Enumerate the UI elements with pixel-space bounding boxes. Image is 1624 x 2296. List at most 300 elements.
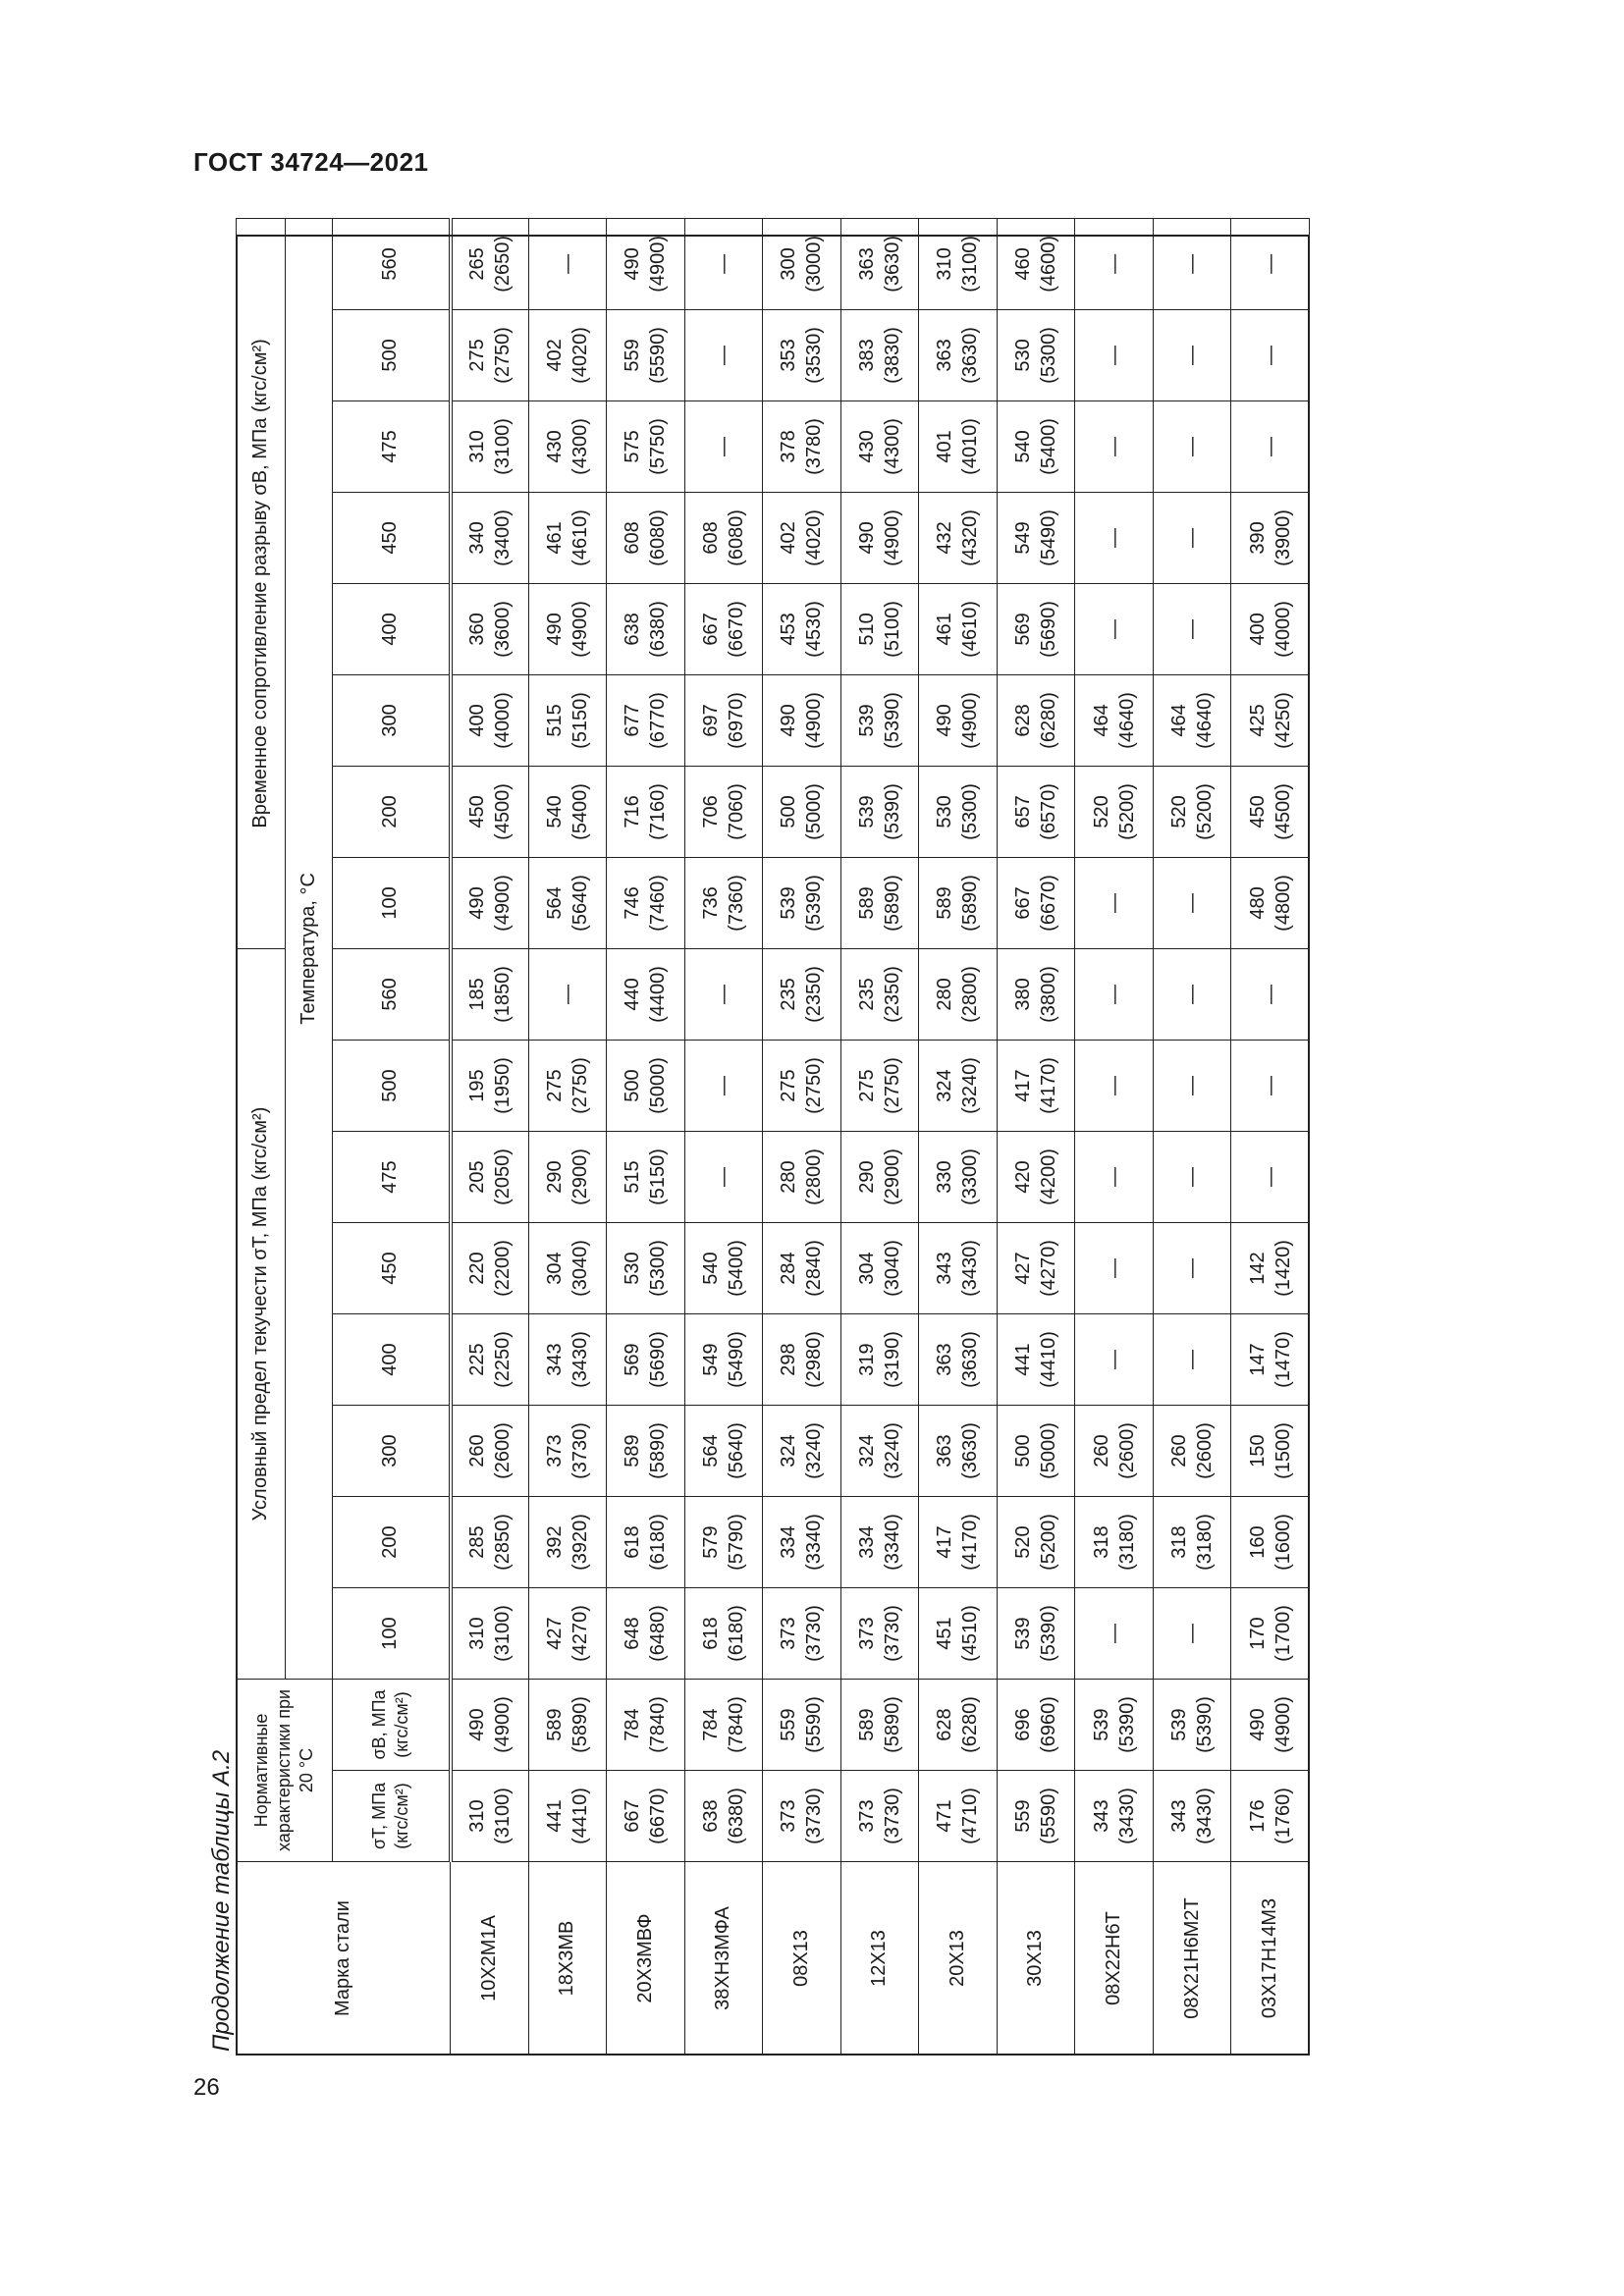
value-kgf: (4000)	[1272, 601, 1294, 658]
value-mpa: 275	[466, 339, 489, 372]
strength-value-cell	[607, 309, 685, 400]
strength-value-cell	[1153, 857, 1231, 948]
value-kgf: (7840)	[725, 1696, 747, 1753]
yield-value-cell	[528, 1132, 607, 1223]
value-kgf: (2750)	[803, 1057, 826, 1114]
strength-value-cell	[1153, 674, 1231, 766]
value-kgf: (3340)	[881, 1514, 903, 1571]
value-kgf: (3900)	[1272, 509, 1294, 566]
value-mpa: —	[1103, 984, 1125, 1004]
yield-value-cell	[763, 1497, 841, 1588]
value-mpa: 453	[778, 613, 800, 646]
yield-value-cell	[997, 1223, 1075, 1314]
value-mpa: 500	[778, 795, 800, 828]
value-kgf: (3180)	[1194, 1514, 1217, 1571]
yield-value-cell	[840, 1132, 919, 1223]
value-mpa: 450	[1246, 795, 1269, 828]
value-kgf: (6280)	[959, 1696, 982, 1753]
value-kgf: (4410)	[568, 1788, 591, 1844]
value-kgf: (5200)	[1037, 1514, 1059, 1571]
yield-value-cell	[763, 1588, 841, 1680]
value-kgf: (5690)	[1037, 601, 1059, 658]
value-kgf: (2900)	[568, 1148, 591, 1205]
strength-value-cell	[840, 583, 919, 674]
yield-value-cell	[684, 948, 763, 1040]
strength-value-cell	[684, 309, 763, 400]
value-mpa: 142	[1246, 1252, 1269, 1285]
yield-value-cell	[528, 1041, 607, 1132]
value-kgf: (4170)	[1037, 1057, 1059, 1114]
table-row	[1075, 218, 1154, 2055]
strength-value-cell	[763, 492, 841, 583]
value-mpa: 363	[934, 1434, 956, 1468]
table-body	[451, 218, 1310, 2055]
value-mpa: 378	[778, 430, 800, 463]
yield-value-cell	[607, 1588, 685, 1680]
value-kgf: (4640)	[1115, 692, 1138, 749]
value-mpa: 260	[466, 1434, 489, 1468]
value-mpa: 648	[622, 1617, 644, 1650]
value-kgf: (3300)	[959, 1148, 982, 1205]
value-mpa: 490	[543, 613, 566, 646]
yield-value-cell	[763, 1132, 841, 1223]
value-kgf: (6480)	[647, 1605, 670, 1662]
value-kgf: (1700)	[1272, 1605, 1294, 1662]
strength-value-cell	[1075, 857, 1154, 948]
value-mpa: 559	[622, 339, 644, 372]
value-mpa: —	[1181, 345, 1204, 365]
value-mpa: 310	[466, 1617, 489, 1650]
value-mpa: 540	[699, 1252, 722, 1285]
yield-value-cell	[451, 1588, 529, 1680]
table-row	[528, 218, 607, 2055]
sigma-t-20-cell	[1153, 1771, 1231, 1862]
value-mpa: 589	[855, 886, 878, 920]
value-kgf: (1760)	[1272, 1788, 1294, 1844]
value-kgf: (6770)	[647, 692, 670, 749]
normative-header: Нормативные характеристики при 20 °С	[237, 1680, 333, 1862]
steel-grade-cell: 18Х3МВ	[528, 1862, 607, 2056]
strength-value-cell	[451, 857, 529, 948]
value-kgf: (5890)	[568, 1696, 591, 1753]
strength-value-cell	[528, 583, 607, 674]
value-mpa: 343	[1168, 1799, 1191, 1833]
value-kgf: (7840)	[647, 1696, 670, 1753]
sigma-v-20-cell	[997, 1680, 1075, 1771]
value-mpa: 539	[1090, 1708, 1112, 1741]
yield-value-cell	[451, 948, 529, 1040]
value-mpa: 353	[778, 339, 800, 372]
value-mpa: 490	[1246, 1708, 1269, 1741]
value-mpa: 530	[1011, 339, 1034, 372]
value-mpa: 520	[1090, 795, 1112, 828]
value-mpa: —	[1103, 1624, 1125, 1643]
value-mpa: 334	[778, 1525, 800, 1559]
strength-value-cell	[607, 583, 685, 674]
value-mpa: 589	[543, 1708, 566, 1741]
value-kgf: (5300)	[647, 1240, 670, 1297]
yield-value-cell	[840, 1223, 919, 1314]
yield-value-cell	[1231, 1041, 1310, 1132]
strength-value-cell	[840, 218, 919, 309]
sigma-t-20-cell	[1231, 1771, 1310, 1862]
yield-value-cell	[1153, 948, 1231, 1040]
value-mpa: —	[712, 253, 734, 274]
value-mpa: 539	[1011, 1617, 1034, 1650]
strength-value-cell	[607, 492, 685, 583]
strength-value-cell	[763, 400, 841, 492]
yield-value-cell	[1153, 1041, 1231, 1132]
value-kgf: (6670)	[647, 1788, 670, 1844]
value-kgf: (4400)	[647, 966, 670, 1023]
value-kgf: (6380)	[725, 1788, 747, 1844]
temp-header-yield-450: 450	[333, 1223, 451, 1314]
value-mpa: —	[1181, 253, 1204, 274]
value-mpa: 340	[466, 521, 489, 555]
value-mpa: 235	[855, 978, 878, 1011]
standard-header: ГОСТ 34724—2021	[193, 147, 429, 177]
strength-value-cell	[528, 492, 607, 583]
value-mpa: —	[1103, 527, 1125, 548]
value-kgf: (2840)	[803, 1240, 826, 1297]
value-kgf: (6670)	[1037, 875, 1059, 932]
value-kgf: (4610)	[959, 601, 982, 658]
yield-value-cell	[451, 1314, 529, 1406]
strength-value-cell	[840, 674, 919, 766]
table-caption: Продолжение таблицы А.2	[208, 1749, 235, 2052]
tensile-strength-header: Временное сопротивление разрыву σB, МПа (кгс/см²)	[237, 218, 286, 948]
yield-value-cell	[840, 1314, 919, 1406]
strength-value-cell	[684, 766, 763, 857]
sigma-t-20-cell	[997, 1771, 1075, 1862]
value-kgf: (2900)	[881, 1148, 903, 1205]
yield-value-cell	[684, 1223, 763, 1314]
yield-value-cell	[1075, 1588, 1154, 1680]
value-mpa: 220	[466, 1252, 489, 1285]
table-row	[1153, 218, 1231, 2055]
value-kgf: (5390)	[881, 692, 903, 749]
yield-value-cell	[1231, 1132, 1310, 1223]
yield-value-cell	[997, 1406, 1075, 1497]
value-mpa: 260	[1168, 1434, 1191, 1468]
value-mpa: 383	[855, 339, 878, 372]
value-kgf: (6180)	[725, 1605, 747, 1662]
value-mpa: 618	[622, 1525, 644, 1559]
strength-value-cell	[997, 400, 1075, 492]
value-mpa: 330	[934, 1160, 956, 1194]
value-mpa: 324	[778, 1434, 800, 1468]
value-mpa: —	[1181, 1258, 1204, 1278]
sigma-v-20-cell	[919, 1680, 998, 1771]
value-kgf: (3630)	[881, 235, 903, 293]
strength-value-cell	[607, 218, 685, 309]
value-kgf: (5200)	[1115, 783, 1138, 840]
value-mpa: 334	[855, 1525, 878, 1559]
value-kgf: (6960)	[1037, 1696, 1059, 1753]
strength-value-cell	[451, 766, 529, 857]
value-mpa: 170	[1246, 1617, 1269, 1650]
yield-value-cell	[840, 1406, 919, 1497]
sigma-v-20-cell	[1231, 1680, 1310, 1771]
value-kgf: (3730)	[881, 1605, 903, 1662]
value-mpa: 540	[1011, 430, 1034, 463]
value-mpa: 343	[543, 1343, 566, 1376]
sigma-v-20-cell	[528, 1680, 607, 1771]
value-mpa: 265	[466, 247, 489, 281]
value-mpa: 539	[1168, 1708, 1191, 1741]
yield-value-cell	[607, 1041, 685, 1132]
value-kgf: (6280)	[1037, 692, 1059, 749]
steel-grade-header: Марка стали	[237, 1862, 451, 2056]
value-kgf: (3730)	[803, 1788, 826, 1844]
value-mpa: 736	[699, 886, 722, 920]
yield-value-cell	[997, 1041, 1075, 1132]
strength-value-cell	[997, 309, 1075, 400]
value-kgf: (5400)	[725, 1240, 747, 1297]
sigma-v-20-cell	[763, 1680, 841, 1771]
value-mpa: 564	[699, 1434, 722, 1468]
value-kgf: (5390)	[1194, 1696, 1217, 1753]
value-mpa: 310	[466, 1799, 489, 1833]
value-mpa: 696	[1011, 1708, 1034, 1741]
value-mpa: —	[1103, 618, 1125, 639]
sigma-t-20-cell	[840, 1771, 919, 1862]
strength-value-cell	[451, 492, 529, 583]
strength-value-cell	[919, 492, 998, 583]
value-kgf: (3100)	[492, 418, 514, 475]
value-kgf: (6380)	[647, 601, 670, 658]
value-mpa: —	[712, 1167, 734, 1187]
yield-value-cell	[607, 948, 685, 1040]
value-mpa: 373	[543, 1434, 566, 1468]
value-kgf: (3400)	[492, 509, 514, 566]
value-mpa: —	[1103, 253, 1125, 274]
value-mpa: 559	[1011, 1799, 1034, 1833]
strength-value-cell	[1231, 400, 1310, 492]
yield-value-cell	[1231, 1314, 1310, 1406]
value-kgf: (3600)	[492, 601, 514, 658]
value-mpa: 441	[543, 1799, 566, 1833]
value-mpa: 185	[466, 978, 489, 1011]
strength-value-cell	[1231, 766, 1310, 857]
value-kgf: (4900)	[959, 692, 982, 749]
value-kgf: (2600)	[1194, 1422, 1217, 1479]
value-mpa: 298	[778, 1343, 800, 1376]
value-kgf: (2350)	[803, 966, 826, 1023]
value-kgf: (5100)	[881, 601, 903, 658]
value-mpa: 549	[699, 1343, 722, 1376]
value-kgf: (3100)	[492, 1605, 514, 1662]
yield-value-cell	[840, 1041, 919, 1132]
value-mpa: 310	[934, 247, 956, 281]
value-mpa: 360	[466, 613, 489, 646]
sigma-t-20-cell	[528, 1771, 607, 1862]
value-kgf: (3240)	[803, 1422, 826, 1479]
value-mpa: 319	[855, 1343, 878, 1376]
value-mpa: —	[1181, 984, 1204, 1004]
yield-value-cell	[607, 1497, 685, 1588]
value-mpa: 343	[1090, 1799, 1112, 1833]
temp-header-strength-100: 100	[333, 857, 451, 948]
strength-value-cell	[1075, 766, 1154, 857]
strength-value-cell	[528, 766, 607, 857]
value-mpa: 746	[622, 886, 644, 920]
strength-value-cell	[763, 857, 841, 948]
value-kgf: (4610)	[568, 509, 591, 566]
value-kgf: (4800)	[1272, 875, 1294, 932]
value-kgf: (5000)	[803, 783, 826, 840]
yield-value-cell	[1231, 1223, 1310, 1314]
yield-value-cell	[919, 1497, 998, 1588]
value-mpa: 324	[934, 1069, 956, 1102]
strength-value-cell	[763, 583, 841, 674]
value-kgf: (3630)	[959, 1422, 982, 1479]
strength-value-cell	[1231, 857, 1310, 948]
value-mpa: 363	[934, 339, 956, 372]
value-kgf: (3830)	[881, 327, 903, 384]
value-mpa: —	[1181, 436, 1204, 456]
value-mpa: —	[1259, 1076, 1281, 1095]
value-mpa: —	[1181, 892, 1204, 913]
strength-value-cell	[607, 857, 685, 948]
value-mpa: 373	[855, 1799, 878, 1833]
value-kgf: (3430)	[959, 1240, 982, 1297]
value-mpa: 176	[1246, 1799, 1269, 1833]
value-kgf: (4010)	[959, 418, 982, 475]
sigma-v-20-cell	[451, 1680, 529, 1771]
strength-value-cell	[1075, 218, 1154, 309]
value-mpa: 569	[1011, 613, 1034, 646]
yield-value-cell	[1075, 1132, 1154, 1223]
value-kgf: (3730)	[568, 1422, 591, 1479]
value-mpa: 464	[1168, 704, 1191, 737]
value-mpa: 589	[855, 1708, 878, 1741]
value-mpa: 390	[1246, 521, 1269, 555]
value-kgf: (4500)	[1272, 783, 1294, 840]
value-kgf: (5640)	[568, 875, 591, 932]
value-kgf: (4900)	[492, 1696, 514, 1753]
table-row	[684, 218, 763, 2055]
value-mpa: 430	[855, 430, 878, 463]
value-kgf: (7460)	[647, 875, 670, 932]
value-mpa: 539	[778, 886, 800, 920]
value-mpa: 539	[855, 795, 878, 828]
temp-header-yield-500: 500	[333, 1041, 451, 1132]
value-mpa: 450	[466, 795, 489, 828]
sigma-v-20-cell	[1153, 1680, 1231, 1771]
strength-value-cell	[1075, 674, 1154, 766]
value-mpa: 150	[1246, 1434, 1269, 1468]
yield-value-cell	[684, 1041, 763, 1132]
strength-value-cell	[1075, 583, 1154, 674]
value-kgf: (4510)	[959, 1605, 982, 1662]
value-mpa: 425	[1246, 704, 1269, 737]
strength-value-cell	[1153, 766, 1231, 857]
value-mpa: 417	[934, 1525, 956, 1559]
strength-value-cell	[1231, 492, 1310, 583]
yield-value-cell	[528, 948, 607, 1040]
value-mpa: 460	[1011, 247, 1034, 281]
value-mpa: 575	[622, 430, 644, 463]
value-mpa: 260	[1090, 1434, 1112, 1468]
strength-value-cell	[1075, 400, 1154, 492]
strength-value-cell	[684, 400, 763, 492]
yield-value-cell	[528, 1314, 607, 1406]
yield-value-cell	[684, 1406, 763, 1497]
value-mpa: 490	[934, 704, 956, 737]
strength-value-cell	[607, 400, 685, 492]
temp-header-strength-200: 200	[333, 766, 451, 857]
value-mpa: 343	[934, 1252, 956, 1285]
value-mpa: 530	[934, 795, 956, 828]
value-kgf: (2200)	[492, 1240, 514, 1297]
value-mpa: 401	[934, 430, 956, 463]
value-kgf: (1500)	[1272, 1422, 1294, 1479]
yield-value-cell	[607, 1314, 685, 1406]
temp-header-strength-400: 400	[333, 583, 451, 674]
value-mpa: 275	[855, 1069, 878, 1102]
steel-grade-cell: 38ХН3МФА	[684, 1862, 763, 2056]
value-kgf: (4170)	[959, 1514, 982, 1571]
strength-value-cell	[919, 857, 998, 948]
sigma-t-20-cell	[607, 1771, 685, 1862]
yield-value-cell	[919, 1041, 998, 1132]
yield-value-cell	[1231, 1588, 1310, 1680]
strength-value-cell	[684, 674, 763, 766]
value-mpa: 589	[622, 1434, 644, 1468]
steel-grade-cell: 10Х2М1А	[451, 1862, 529, 2056]
value-mpa: 480	[1246, 886, 1269, 920]
value-mpa: —	[1259, 253, 1281, 274]
value-kgf: (7060)	[725, 783, 747, 840]
table-row	[919, 218, 998, 2055]
yield-value-cell	[919, 1132, 998, 1223]
value-mpa: 608	[699, 521, 722, 555]
strength-value-cell	[763, 309, 841, 400]
yield-value-cell	[763, 1406, 841, 1497]
yield-value-cell	[528, 1497, 607, 1588]
yield-value-cell	[1075, 1314, 1154, 1406]
sigma-t-20-cell	[919, 1771, 998, 1862]
value-mpa: 618	[699, 1617, 722, 1650]
value-kgf: (3040)	[568, 1240, 591, 1297]
strength-value-cell	[528, 309, 607, 400]
value-mpa: 284	[778, 1252, 800, 1285]
yield-value-cell	[684, 1588, 763, 1680]
value-mpa: 520	[1011, 1525, 1034, 1559]
yield-value-cell	[528, 1223, 607, 1314]
yield-value-cell	[1075, 1041, 1154, 1132]
strength-value-cell	[840, 400, 919, 492]
yield-value-cell	[528, 1406, 607, 1497]
sigma-v-20-header: σВ, МПа (кгс/см²)	[333, 1680, 451, 1771]
value-mpa: 784	[622, 1708, 644, 1741]
value-mpa: 539	[855, 704, 878, 737]
strength-value-cell	[1231, 309, 1310, 400]
value-mpa: 471	[934, 1799, 956, 1833]
strength-value-cell	[997, 857, 1075, 948]
rotated-table-container	[236, 235, 1310, 2056]
value-mpa: 160	[1246, 1525, 1269, 1559]
value-kgf: (3100)	[492, 1788, 514, 1844]
value-kgf: (3730)	[803, 1605, 826, 1662]
value-mpa: —	[1181, 1624, 1204, 1643]
value-kgf: (6970)	[725, 692, 747, 749]
yield-value-cell	[607, 1223, 685, 1314]
value-mpa: —	[1259, 1167, 1281, 1187]
temp-header-yield-300: 300	[333, 1406, 451, 1497]
yield-strength-header: Условный предел текучести σT, МПа (кгс/см²)	[237, 948, 286, 1679]
